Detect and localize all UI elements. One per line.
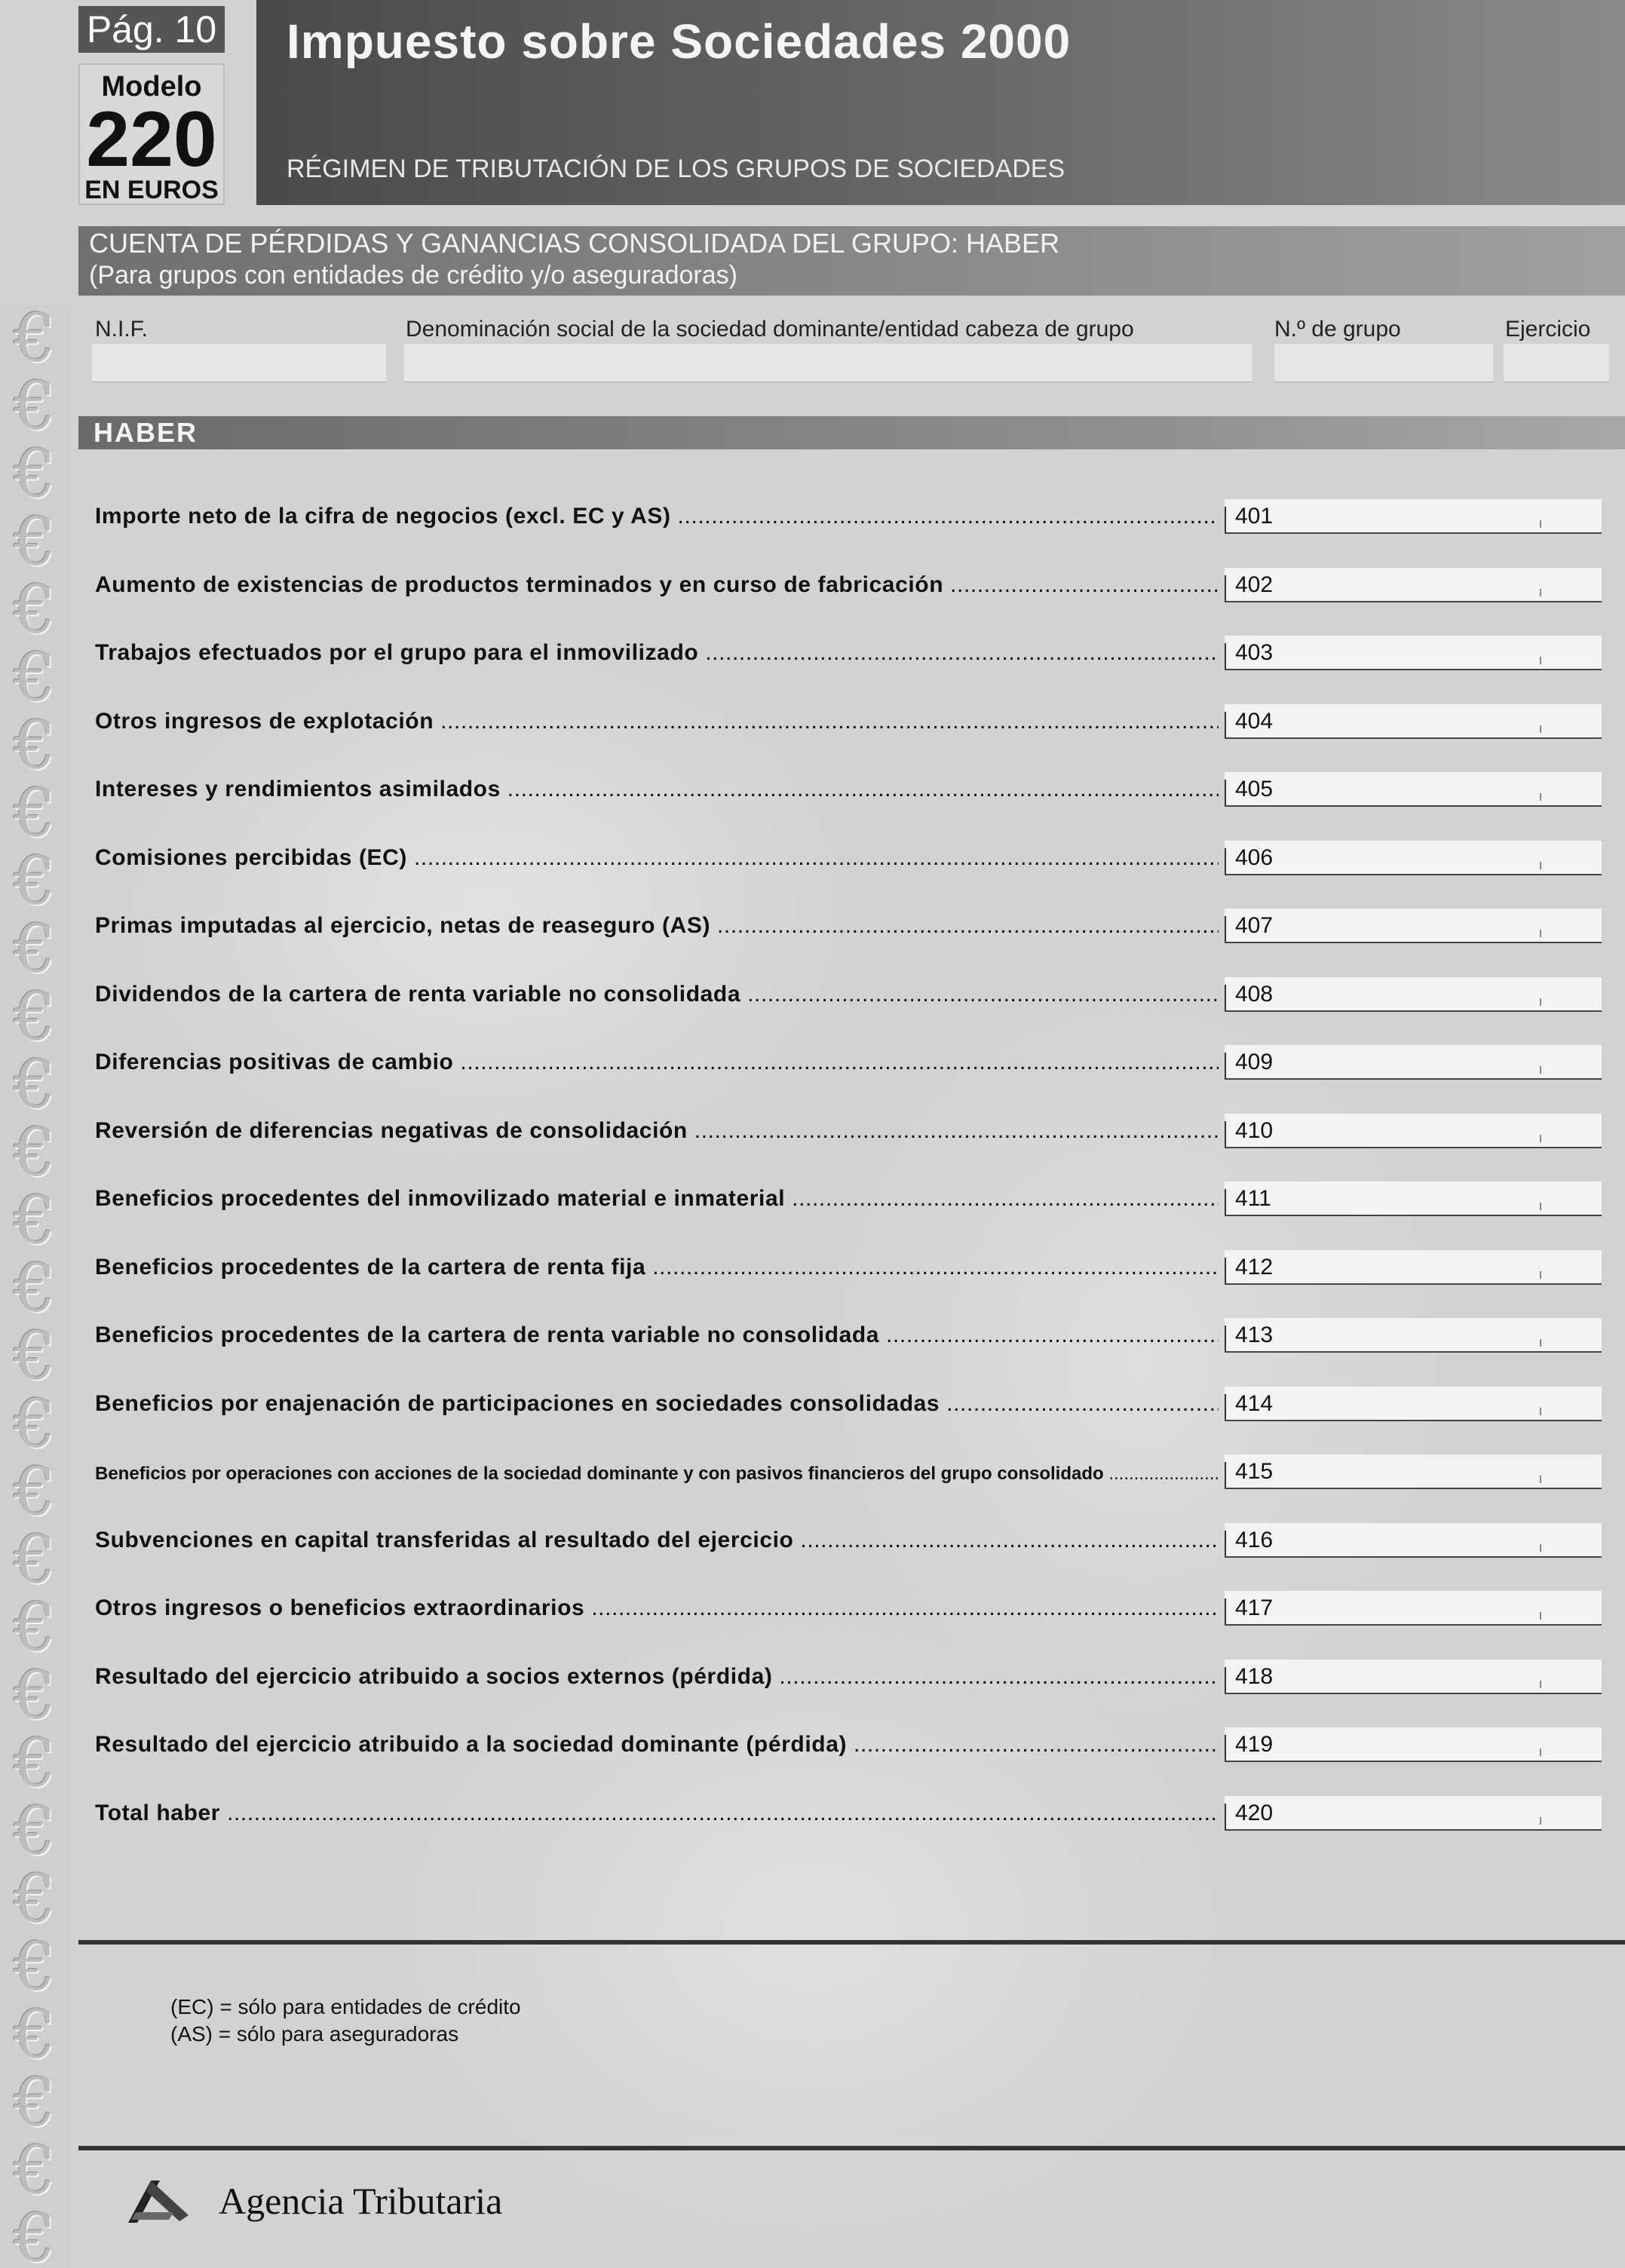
euro-icon: € xyxy=(14,842,56,920)
amount-field-407[interactable] xyxy=(1225,909,1602,943)
box-code: 418 xyxy=(1235,1664,1274,1689)
euro-icon: € xyxy=(14,1657,56,1734)
euro-icon: € xyxy=(14,639,56,716)
haber-title: HABER xyxy=(94,417,198,448)
field-marker xyxy=(1225,575,1226,601)
euro-icon: € xyxy=(14,1589,56,1666)
note-ec: (EC) = sólo para entidades de crédito xyxy=(170,1995,521,2018)
row-label: Beneficios por enajenación de participaciones en sociedades consolidadas ..... xyxy=(95,1391,1219,1417)
form-title: Impuesto sobre Sociedades 2000 xyxy=(287,14,1072,69)
field-marker xyxy=(1225,1189,1226,1215)
euro-icon: € xyxy=(14,305,56,377)
row-label: Otros ingresos o beneficios extraordinarios ..... xyxy=(95,1595,1219,1621)
box-code: 413 xyxy=(1235,1322,1274,1347)
model-label: Modelo xyxy=(101,71,202,103)
amount-field-420[interactable] xyxy=(1225,1796,1602,1831)
row-label: Intereses y rendimientos asimilados ..... xyxy=(95,777,1219,802)
amount-field-402[interactable] xyxy=(1225,568,1602,602)
box-code: 406 xyxy=(1235,845,1274,870)
field-marker xyxy=(1225,1121,1226,1147)
amount-field-415[interactable] xyxy=(1225,1454,1602,1489)
field-marker xyxy=(1225,1531,1226,1556)
field-marker xyxy=(1225,643,1226,669)
form-row xyxy=(95,1376,1603,1421)
box-code: 402 xyxy=(1235,572,1274,597)
euro-icon: € xyxy=(14,1317,56,1395)
divider-rule xyxy=(78,2146,1625,2150)
form-row xyxy=(95,1034,1603,1080)
form-row xyxy=(95,1103,1603,1148)
form-row xyxy=(95,1444,1603,1489)
amount-field-413[interactable] xyxy=(1225,1318,1602,1353)
decimal-separator xyxy=(1540,998,1541,1006)
company-name-label: Denominación social de la sociedad dominante/entidad cabeza de grupo xyxy=(406,317,1134,342)
row-label: Reversión de diferencias negativas de consolidación ..... xyxy=(95,1118,1219,1144)
haber-banner xyxy=(78,416,1625,449)
form-row xyxy=(95,557,1603,602)
euro-icon: € xyxy=(14,1792,56,1870)
euro-icon: € xyxy=(14,978,56,1056)
field-marker xyxy=(1225,1462,1226,1488)
field-marker xyxy=(1225,1735,1226,1761)
form-row xyxy=(95,762,1603,807)
decimal-separator xyxy=(1540,1135,1541,1142)
form-row xyxy=(95,1785,1603,1831)
euro-icon: € xyxy=(14,706,56,784)
box-code: 407 xyxy=(1235,913,1274,938)
model-badge xyxy=(78,63,225,205)
euro-icon: € xyxy=(14,435,56,513)
field-marker xyxy=(1225,1667,1226,1693)
company-name-field[interactable] xyxy=(404,344,1252,382)
group-number-label: N.º de grupo xyxy=(1274,317,1401,342)
box-code: 414 xyxy=(1235,1391,1274,1416)
amount-field-408[interactable] xyxy=(1225,977,1602,1012)
row-label: Subvenciones en capital transferidas al resultado del ejercicio ..... xyxy=(95,1528,1219,1553)
agencia-tributaria-logo-icon xyxy=(121,2171,204,2232)
row-label: Otros ingresos de explotación ..... xyxy=(95,709,1219,734)
amount-field-401[interactable] xyxy=(1225,499,1602,534)
form-row xyxy=(95,1240,1603,1285)
row-label: Beneficios procedentes de la cartera de renta variable no consolidada ..... xyxy=(95,1322,1219,1348)
box-code: 408 xyxy=(1235,982,1274,1007)
box-code: 403 xyxy=(1235,640,1274,665)
decimal-separator xyxy=(1540,1066,1541,1074)
amount-field-411[interactable] xyxy=(1225,1182,1602,1216)
field-marker xyxy=(1225,1394,1226,1420)
box-code: 411 xyxy=(1235,1186,1271,1211)
row-label: Importe neto de la cifra de negocios (excl. EC y AS) ..... xyxy=(95,504,1219,529)
section-subtitle: (Para grupos con entidades de crédito y/o aseguradoras) xyxy=(89,261,737,290)
form-row xyxy=(95,1580,1603,1626)
note-as: (AS) = sólo para aseguradoras xyxy=(170,2022,459,2046)
box-code: 410 xyxy=(1235,1118,1274,1143)
euro-icon: € xyxy=(14,1521,56,1598)
agency-name: Agencia Tributaria xyxy=(219,2180,503,2222)
field-marker xyxy=(1225,1053,1226,1078)
row-label: Aumento de existencias de productos terminados y en curso de fabricación ..... xyxy=(95,572,1219,598)
amount-field-417[interactable] xyxy=(1225,1591,1602,1626)
box-code: 405 xyxy=(1235,777,1274,801)
decimal-separator xyxy=(1540,725,1541,733)
form-row xyxy=(95,1171,1603,1216)
amount-field-419[interactable] xyxy=(1225,1727,1602,1762)
form-row xyxy=(95,830,1603,875)
box-code: 404 xyxy=(1235,709,1274,734)
group-number-field[interactable] xyxy=(1274,344,1493,382)
page-number-badge: Pág. 10 xyxy=(78,6,225,53)
form-row xyxy=(95,1717,1603,1762)
box-code: 416 xyxy=(1235,1528,1274,1552)
decimal-separator xyxy=(1540,862,1541,869)
box-code: 417 xyxy=(1235,1595,1274,1620)
currency-label: EN EUROS xyxy=(84,176,219,204)
euro-icon: € xyxy=(14,1724,56,1802)
form-row xyxy=(95,967,1603,1012)
decimal-separator xyxy=(1540,1408,1541,1415)
field-marker xyxy=(1225,848,1226,874)
euro-icon: € xyxy=(14,2064,56,2141)
nif-field[interactable] xyxy=(92,344,386,382)
decimal-separator xyxy=(1540,520,1541,528)
amount-field-414[interactable] xyxy=(1225,1387,1602,1421)
row-label: Beneficios procedentes del inmovilizado material e inmaterial ..... xyxy=(95,1186,1219,1212)
amount-field-410[interactable] xyxy=(1225,1114,1602,1148)
fiscal-year-field[interactable] xyxy=(1504,344,1609,382)
amount-field-409[interactable] xyxy=(1225,1045,1602,1080)
row-label: Beneficios procedentes de la cartera de renta fija ..... xyxy=(95,1255,1219,1280)
euro-icon: € xyxy=(14,367,56,445)
euro-icon: € xyxy=(14,1928,56,2006)
amount-field-416[interactable] xyxy=(1225,1523,1602,1558)
euro-icon: € xyxy=(14,503,56,581)
euro-icon: € xyxy=(14,1046,56,1123)
euro-icon: € xyxy=(14,1385,56,1463)
field-marker xyxy=(1225,916,1226,942)
field-marker xyxy=(1225,1598,1226,1624)
row-label: Resultado del ejercicio atribuido a la sociedad dominante (pérdida) ..... xyxy=(95,1732,1219,1758)
row-label: Comisiones percibidas (EC) ..... xyxy=(95,845,1219,871)
form-subtitle: RÉGIMEN DE TRIBUTACIÓN DE LOS GRUPOS DE SOCIEDADES xyxy=(287,155,1065,183)
box-code: 401 xyxy=(1235,504,1274,529)
field-marker xyxy=(1225,712,1226,737)
form-row xyxy=(95,1513,1603,1558)
euro-icon: € xyxy=(14,2132,56,2209)
euro-icon: € xyxy=(14,1182,56,1259)
row-label: Total haber ..... xyxy=(95,1801,1219,1826)
field-marker xyxy=(1225,780,1226,805)
euro-icon: € xyxy=(14,774,56,852)
euro-icon: € xyxy=(14,1249,56,1327)
euro-icon: € xyxy=(14,910,56,988)
decimal-separator xyxy=(1540,1612,1541,1620)
euro-icon: € xyxy=(14,1996,56,2073)
euro-icon: € xyxy=(14,1453,56,1531)
euro-icon: € xyxy=(14,571,56,648)
euro-icon: € xyxy=(14,1114,56,1191)
amount-field-406[interactable] xyxy=(1225,841,1602,875)
box-code: 419 xyxy=(1235,1732,1274,1757)
row-label: Primas imputadas al ejercicio, netas de reaseguro (AS) ..... xyxy=(95,913,1219,939)
row-label: Resultado del ejercicio atribuido a socios externos (pérdida) ..... xyxy=(95,1664,1219,1690)
section-title: CUENTA DE PÉRDIDAS Y GANANCIAS CONSOLIDADA DEL GRUPO: HABER xyxy=(89,228,1059,259)
decimal-separator xyxy=(1540,793,1541,801)
decimal-separator xyxy=(1540,657,1541,664)
field-marker xyxy=(1225,1804,1226,1829)
decimal-separator xyxy=(1540,930,1541,937)
decimal-separator xyxy=(1540,1271,1541,1279)
box-code: 420 xyxy=(1235,1801,1274,1825)
decimal-separator xyxy=(1540,1544,1541,1552)
field-marker xyxy=(1225,985,1226,1010)
decimal-separator xyxy=(1540,589,1541,596)
form-row xyxy=(95,694,1603,739)
amount-field-418[interactable] xyxy=(1225,1660,1602,1694)
field-marker xyxy=(1225,507,1226,532)
row-label: Dividendos de la cartera de renta variable no consolidada ..... xyxy=(95,982,1219,1007)
decimal-separator xyxy=(1540,1817,1541,1825)
field-marker xyxy=(1225,1326,1226,1351)
nif-label: N.I.F. xyxy=(95,317,149,342)
row-label: Diferencias positivas de cambio ..... xyxy=(95,1050,1219,1075)
form-row xyxy=(95,1649,1603,1694)
field-marker xyxy=(1225,1258,1226,1283)
form-row xyxy=(95,898,1603,943)
box-code: 412 xyxy=(1235,1255,1274,1280)
decimal-separator xyxy=(1540,1681,1541,1688)
form-row xyxy=(95,489,1603,534)
amount-field-405[interactable] xyxy=(1225,772,1602,807)
amount-field-403[interactable] xyxy=(1225,636,1602,670)
amount-field-404[interactable] xyxy=(1225,704,1602,739)
decimal-separator xyxy=(1540,1339,1541,1347)
decimal-separator xyxy=(1540,1203,1541,1210)
box-code: 409 xyxy=(1235,1050,1274,1074)
form-row xyxy=(95,1307,1603,1353)
euro-icon: € xyxy=(14,1860,56,1938)
decimal-separator xyxy=(1540,1476,1541,1483)
euro-decorative-strip xyxy=(0,305,69,2268)
row-label: Trabajos efectuados por el grupo para el inmovilizado ..... xyxy=(95,640,1219,666)
divider-rule xyxy=(78,1940,1625,1945)
model-number: 220 xyxy=(86,96,217,183)
box-code: 415 xyxy=(1235,1459,1274,1484)
decimal-separator xyxy=(1540,1749,1541,1756)
euro-icon: € xyxy=(14,2199,56,2268)
form-row xyxy=(95,625,1603,670)
row-label: Beneficios por operaciones con acciones de la sociedad dominante y con pasivos financieros del grupo consolidado ..... xyxy=(95,1463,1219,1485)
fiscal-year-label: Ejercicio xyxy=(1505,317,1591,342)
amount-field-412[interactable] xyxy=(1225,1250,1602,1285)
